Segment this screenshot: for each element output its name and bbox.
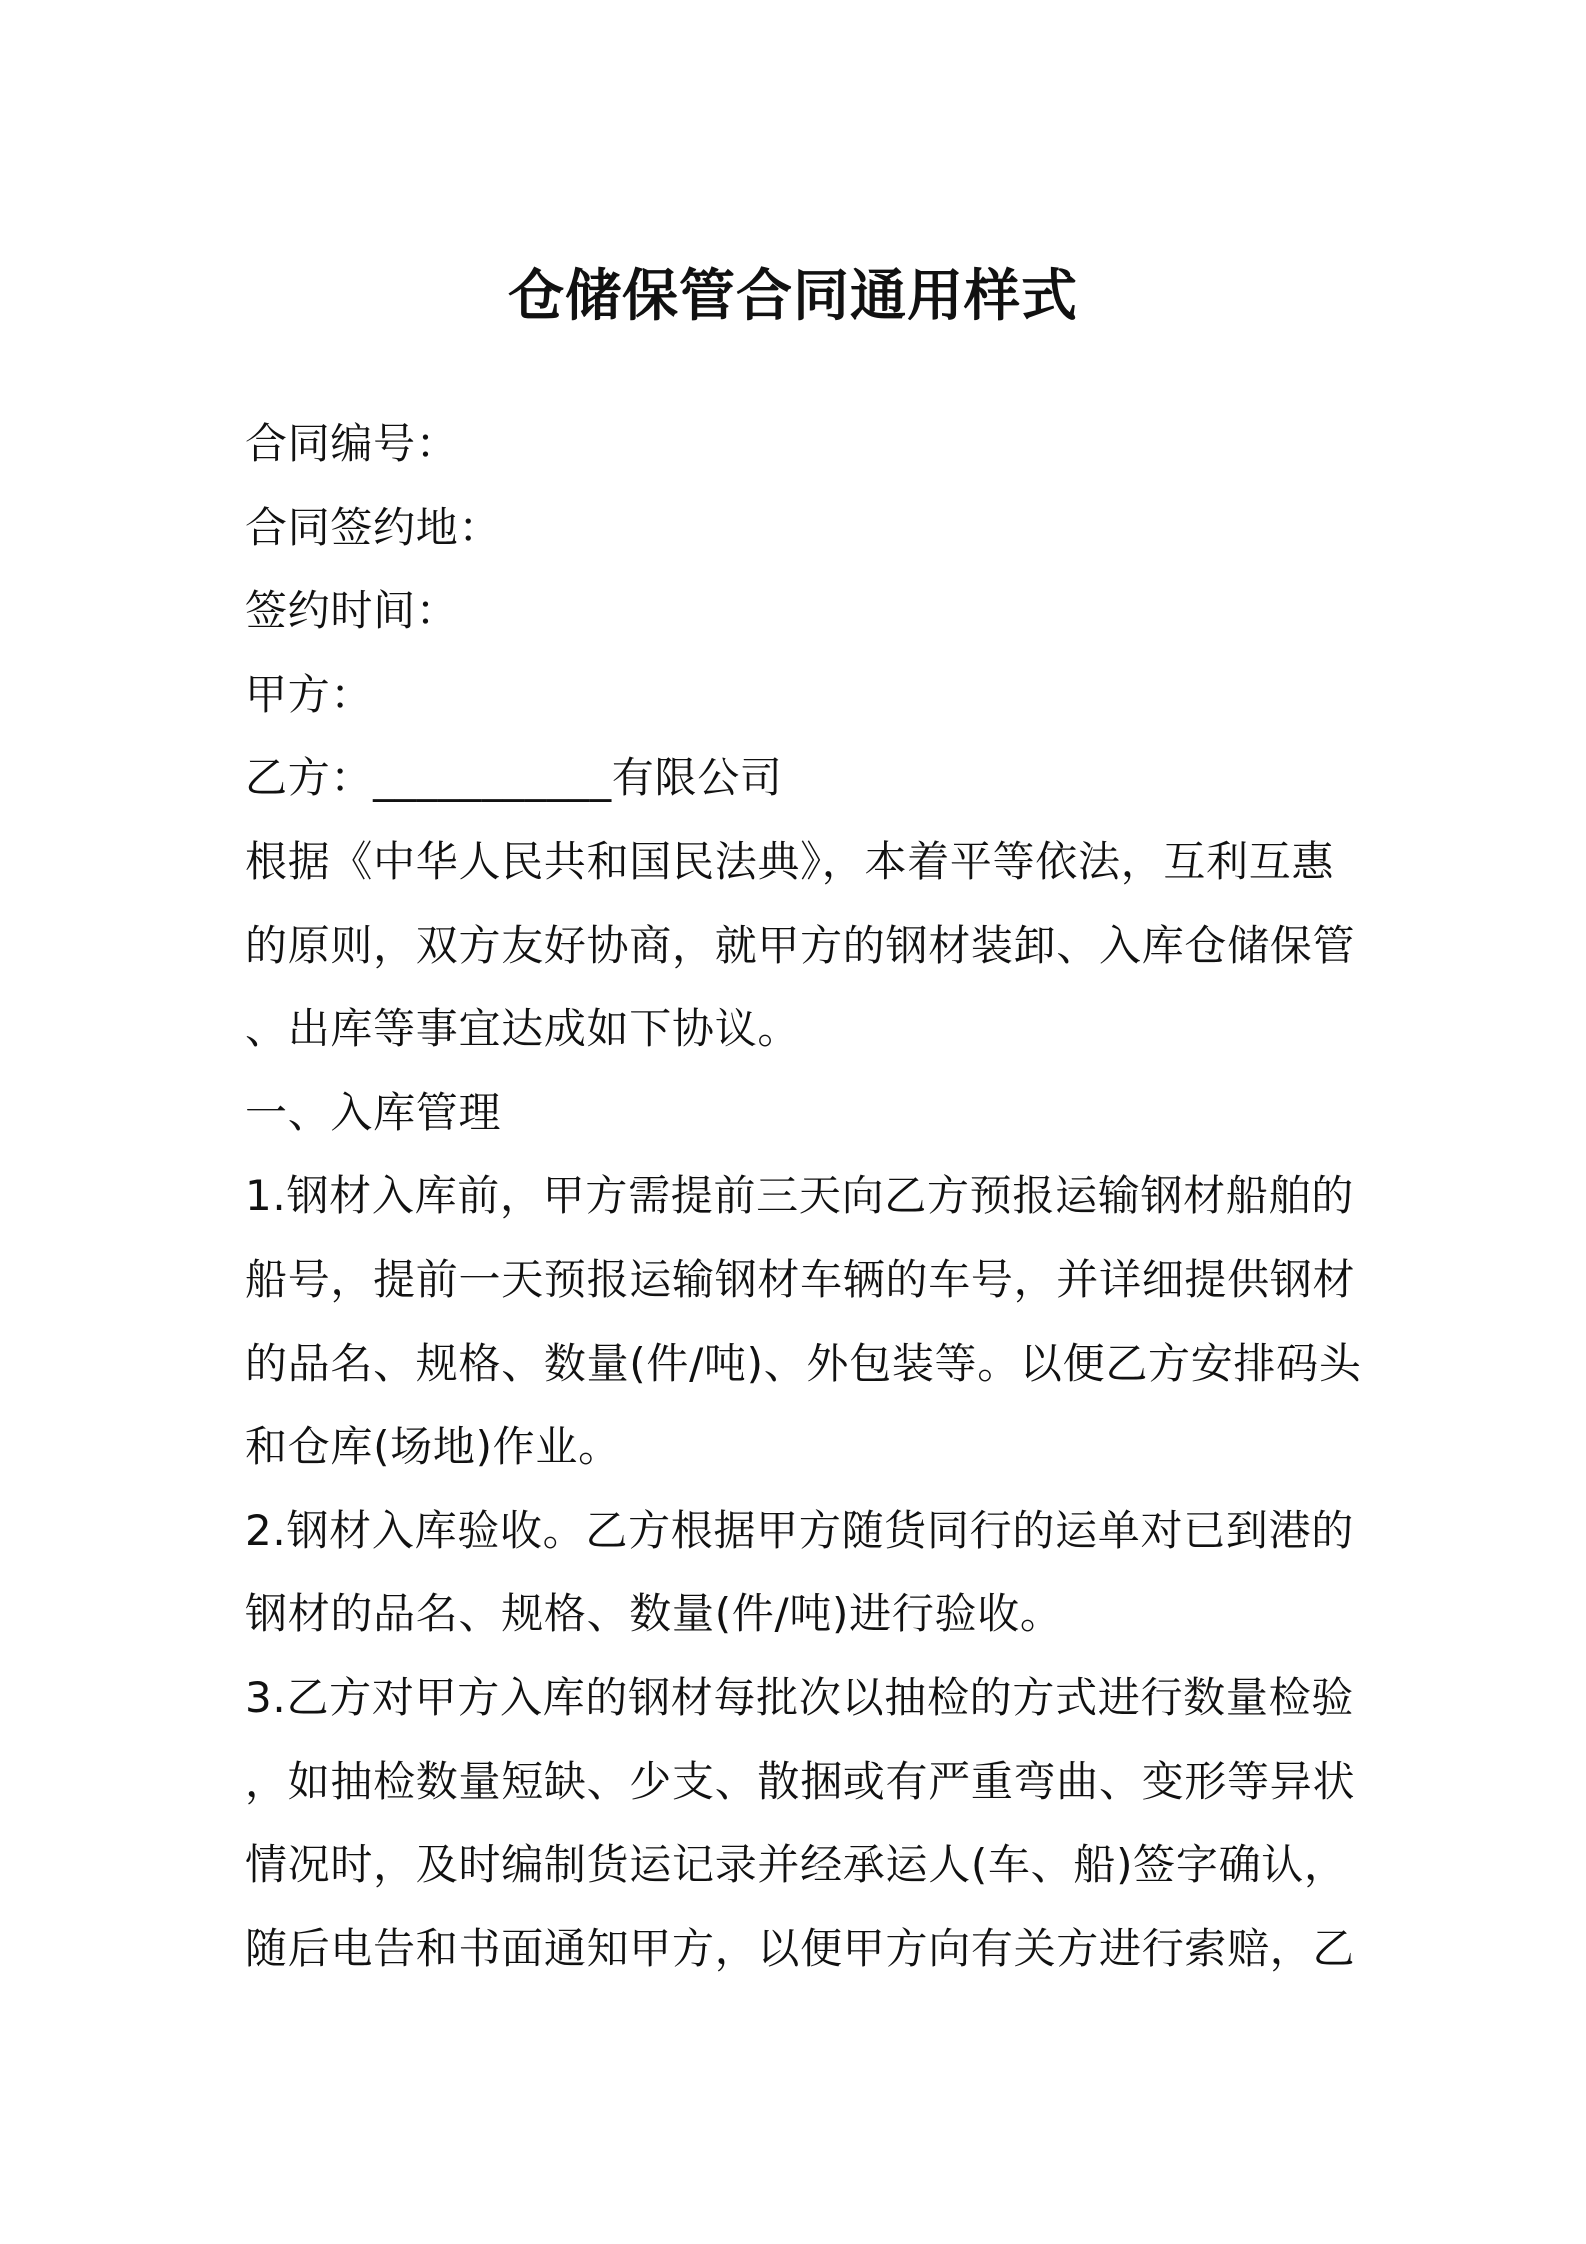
document-title: 仓储保管合同通用样式 bbox=[508, 264, 1078, 329]
clause-1 bbox=[245, 1154, 1385, 1488]
document-body bbox=[245, 402, 1385, 1990]
paragraph-line: 船号，提前一天预报运输钢材车辆的车号，并详细提供钢材 bbox=[245, 1254, 1356, 1304]
paragraph-line: 情况时，及时编制货运记录并经承运人(车、船)签字确认， bbox=[245, 1840, 1347, 1890]
field-party-b: 乙方：___________有限公司 bbox=[245, 753, 783, 803]
field-party-a: 甲方： bbox=[245, 669, 374, 719]
clause-2 bbox=[245, 1489, 1385, 1656]
paragraph-line: 的原则，双方友好协商，就甲方的钢材装卸、入库仓储保管 bbox=[245, 920, 1356, 970]
clause-3 bbox=[245, 1656, 1385, 1990]
paragraph-line: 根据《中华人民共和国民法典》，本着平等依法，互利互惠 bbox=[245, 836, 1335, 886]
section-warehousing-management bbox=[245, 1071, 1385, 1991]
paragraph-line: 和仓库(场地)作业。 bbox=[245, 1422, 621, 1472]
section-heading: 一、入库管理 bbox=[245, 1087, 502, 1137]
paragraph-line: 2.钢材入库验收。乙方根据甲方随货同行的运单对已到港的 bbox=[245, 1505, 1354, 1555]
paragraph-line: 随后电告和书面通知甲方，以便甲方向有关方进行索赔，乙 bbox=[245, 1923, 1356, 1973]
header-fields bbox=[245, 402, 1385, 820]
field-signing-time: 签约时间： bbox=[245, 586, 459, 636]
paragraph-line: 钢材的品名、规格、数量(件/吨)进行验收。 bbox=[245, 1589, 1063, 1639]
field-signing-place: 合同签约地： bbox=[245, 502, 502, 552]
paragraph-line: 的品名、规格、数量(件/吨)、外包装等。以便乙方安排码头 bbox=[245, 1338, 1362, 1388]
preamble-paragraph bbox=[245, 820, 1385, 1071]
paragraph-line: ，如抽检数量短缺、少支、散捆或有严重弯曲、变形等异状 bbox=[245, 1756, 1356, 1806]
field-contract-number: 合同编号： bbox=[245, 419, 459, 468]
paragraph-line: 1.钢材入库前，甲方需提前三天向乙方预报运输钢材船舶的 bbox=[245, 1171, 1354, 1221]
paragraph-line: 3.乙方对甲方入库的钢材每批次以抽检的方式进行数量检验 bbox=[245, 1672, 1354, 1722]
paragraph-line: 、出库等事宜达成如下协议。 bbox=[245, 1004, 801, 1054]
